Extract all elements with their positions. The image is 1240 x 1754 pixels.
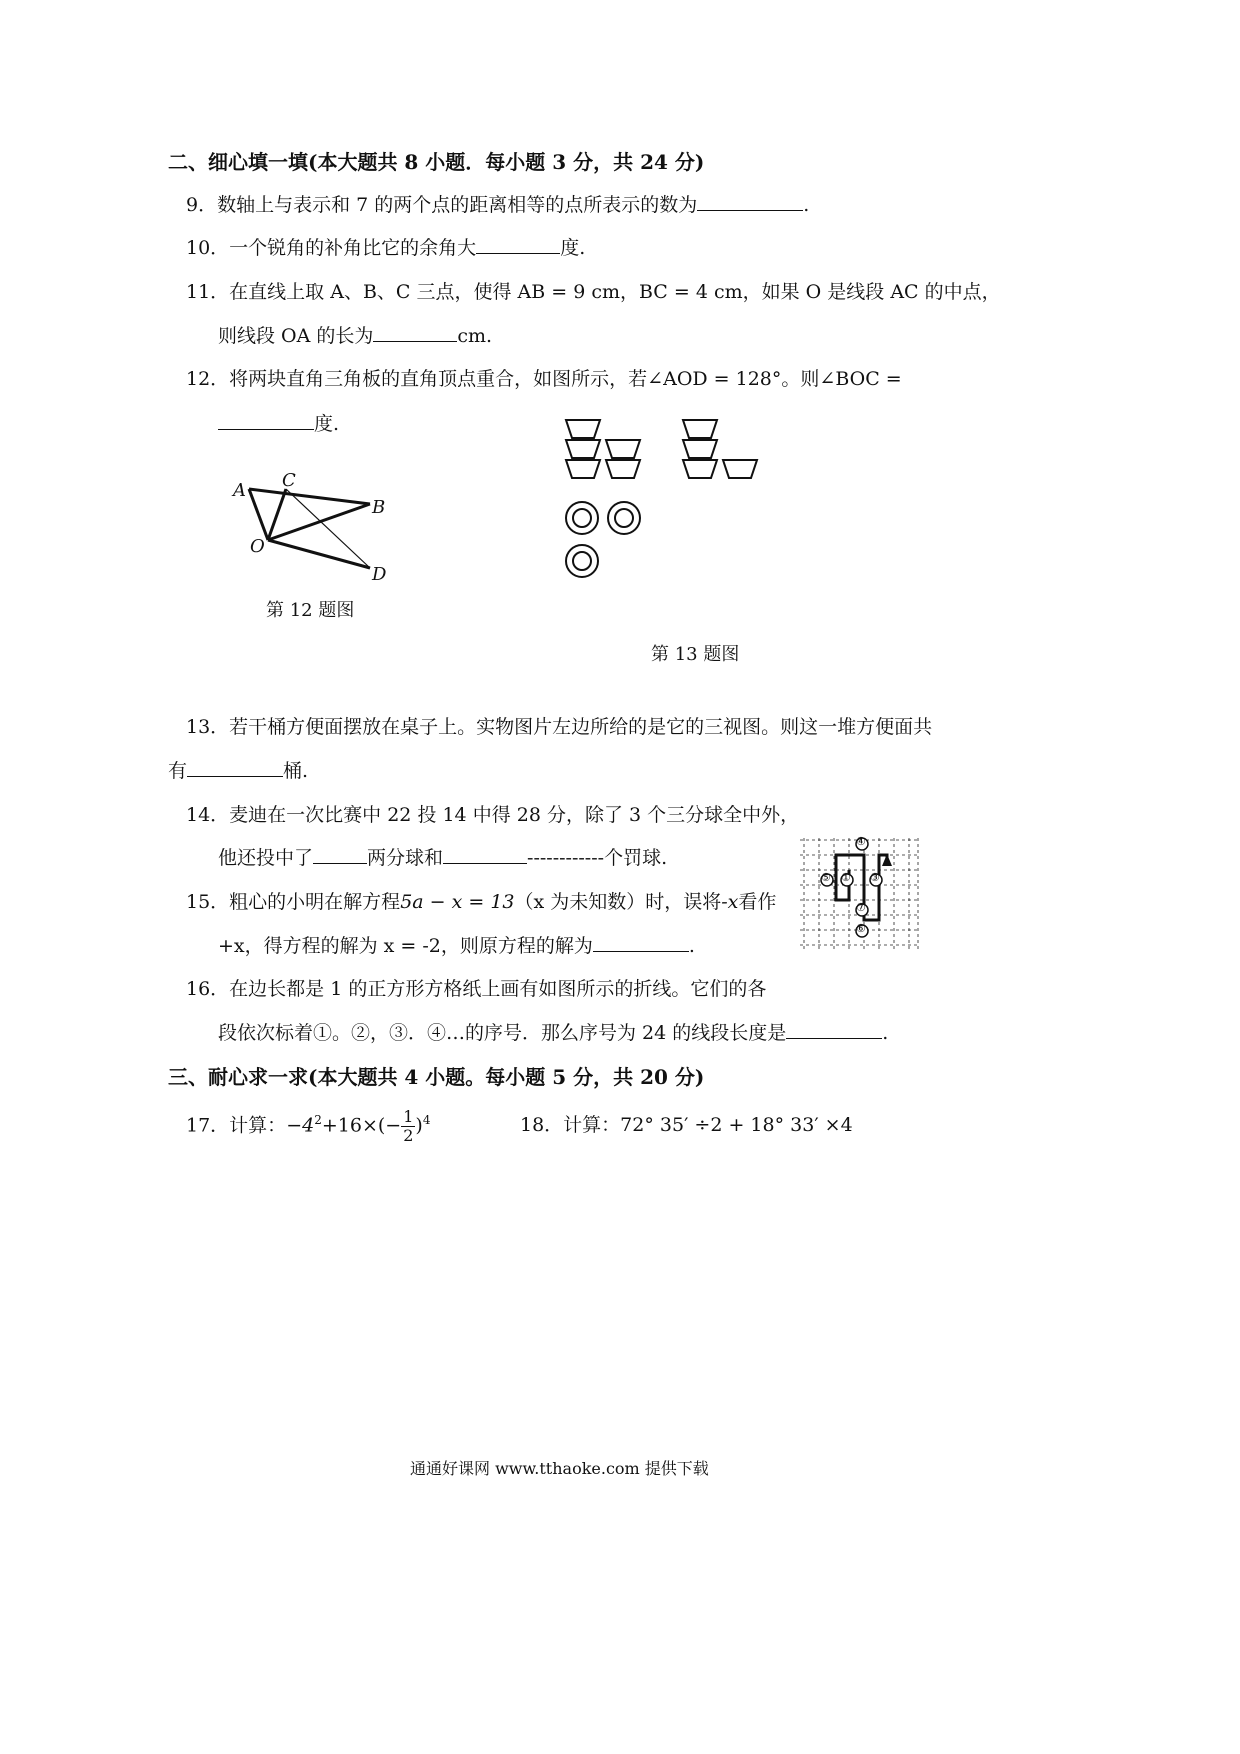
question-17 — [186, 1100, 430, 1145]
question-15-neg-x: -x — [721, 891, 739, 913]
question-9-text: 9．数轴上与表示和 7 的两个点的距离相等的点所表示的数为 — [186, 194, 698, 216]
question-12-line1: 12．将两块直角三角板的直角顶点重合，如图所示，若∠AOD = 128°。则∠BOC = — [186, 368, 902, 390]
fig16-label-5: ⑤ — [821, 871, 831, 884]
answer-blank-16[interactable] — [786, 1020, 882, 1039]
question-14-line2-start: 他还投中了 — [218, 847, 314, 869]
question-14-line2-end: 个罚球. — [604, 847, 668, 869]
question-15-line1-mid: （x 为未知数）时，误将 — [514, 891, 722, 913]
question-13-line2-start: 有 — [168, 760, 188, 782]
q17-term-a: −4 — [286, 1114, 315, 1137]
question-15-equation: 5a − x = 13 — [400, 891, 515, 913]
page-footer: 通通好课网 www.tthaoke.com 提供下载 — [410, 1459, 709, 1478]
fig16-label-1: ① — [841, 871, 851, 884]
question-15-line2-start: +x，得方程的解为 x = -2，则原方程的解为 — [218, 935, 593, 957]
label-B: B — [372, 497, 386, 518]
q17-term-c: ) — [415, 1114, 423, 1137]
question-13-line2-end: 桶. — [283, 760, 309, 782]
question-12-end: 度. — [314, 413, 340, 435]
q17-frac-num: 1 — [403, 1106, 414, 1126]
question-14-dashes: ------------ — [527, 847, 605, 869]
question-16-line2-start: 段依次标着①。②，③．④…的序号．那么序号为 24 的线段长度是 — [218, 1022, 787, 1044]
label-A: A — [233, 480, 246, 501]
question-16-line2-end: . — [882, 1022, 889, 1044]
question-16-line2 — [218, 1018, 888, 1045]
question-14-line2-mid: 两分球和 — [367, 847, 444, 869]
fig16-label-4: ④ — [856, 835, 866, 848]
question-17-prefix: 17．计算： — [186, 1114, 287, 1137]
question-15-line1-start: 15．粗心的小明在解方程 — [186, 891, 401, 913]
label-C: C — [282, 470, 296, 491]
q17-term-b: +16×(− — [321, 1114, 402, 1137]
question-10-text: 10．一个锐角的补角比它的余角大 — [186, 237, 477, 259]
fig16-label-3: ③ — [870, 871, 880, 884]
figure-12-caption: 第 12 题图 — [266, 600, 355, 621]
fig16-label-6: ⑥ — [856, 922, 866, 935]
q17-fraction — [401, 1108, 415, 1145]
q17-exp-a: 2 — [314, 1113, 322, 1127]
question-11-line2-start: 则线段 OA 的长为 — [218, 325, 374, 347]
question-9-end: . — [803, 194, 810, 216]
label-O: O — [250, 536, 265, 557]
section2-title: 二、细心填一填(本大题共 8 小题．每小题 3 分，共 24 分) — [168, 150, 705, 174]
q17-frac-den: 2 — [403, 1125, 414, 1145]
question-14-line1: 14．麦迪在一次比赛中 22 投 14 中得 28 分，除了 3 个三分球全中外， — [186, 804, 800, 826]
fig16-label-7: ⑦ — [856, 901, 866, 914]
q17-exp-c: 4 — [422, 1113, 431, 1127]
question-13-line1: 13．若干桶方便面摆放在桌子上。实物图片左边所给的是它的三视图。则这一堆方便面共 — [186, 716, 933, 738]
question-11-line1: 11．在直线上取 A、B、C 三点，使得 AB = 9 cm，BC = 4 cm，如果 O 是线段 AC 的中点， — [186, 281, 1001, 303]
question-18: 18．计算：72° 35′ ÷2 + 18° 33′ ×4 — [520, 1114, 853, 1136]
section3-title: 三、耐心求一求(本大题共 4 小题。每小题 5 分，共 20 分) — [168, 1065, 705, 1089]
question-16-line1: 16．在边长都是 1 的正方形方格纸上画有如图所示的折线。它们的各 — [186, 978, 767, 1000]
figure-13-caption: 第 13 题图 — [651, 644, 740, 665]
question-15-line2-end: . — [688, 935, 695, 957]
label-D: D — [372, 564, 387, 585]
question-15-line1-end: 看作 — [738, 891, 777, 913]
question-10-end: 度. — [560, 237, 586, 259]
question-11-line2-end: cm. — [457, 325, 493, 347]
